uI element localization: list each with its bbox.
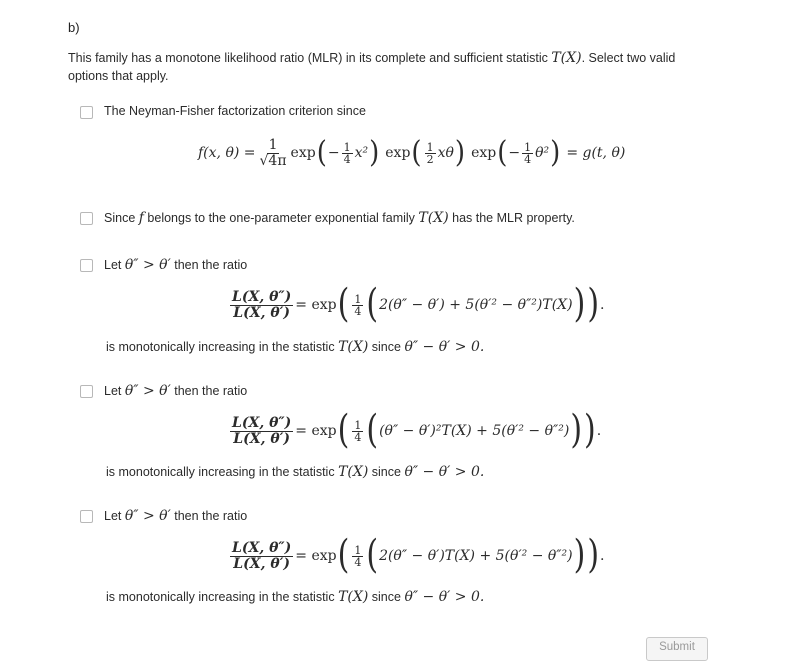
- paren-open: (: [366, 407, 379, 454]
- option-2-f: f: [138, 210, 144, 226]
- conclusion-math: θ″ − θ′ > 0.: [404, 589, 485, 605]
- option-2-text-3: has the MLR property.: [448, 211, 575, 225]
- coef-den: 4: [354, 430, 362, 444]
- formula-lhs: f(x, θ) =: [198, 145, 256, 161]
- option-2-text-1: Since: [104, 211, 139, 225]
- exp1-coef: [342, 142, 353, 165]
- paren-close: ): [573, 281, 586, 328]
- conclusion-since: since: [368, 340, 405, 354]
- exp2-coef: [425, 142, 436, 165]
- exp-word-1: exp: [290, 145, 316, 161]
- option-2-label: [104, 210, 575, 226]
- submit-button[interactable]: Submit: [646, 637, 708, 661]
- option-3-checkbox[interactable]: [80, 259, 93, 272]
- option-3-let: Let: [104, 258, 125, 272]
- paren-close: ): [369, 135, 380, 171]
- coef-frac: [352, 294, 363, 317]
- option-3-formula: [228, 281, 605, 328]
- tail: .: [600, 548, 605, 564]
- option-5-then: then the ratio: [170, 509, 248, 523]
- conclusion-since: since: [368, 590, 405, 604]
- inner-expr: 2(θ″ − θ′) + 5(θ′² − θ″²)T(X): [379, 297, 573, 313]
- exp3-var: θ²: [535, 145, 550, 161]
- formula-rhs: = g(t, θ): [566, 145, 626, 161]
- coef-num: 1: [354, 418, 362, 432]
- intro-text: This family has a monotone likelihood ratio (MLR) in its complete and sufficient statistic: [68, 51, 552, 65]
- conclusion-since: since: [368, 465, 405, 479]
- option-2-checkbox[interactable]: [80, 212, 93, 225]
- eq-exp: = exp: [295, 297, 337, 313]
- option-1-label: The Neyman-Fisher factorization criterion since: [104, 104, 366, 118]
- ratio-num: L(X, θ″): [232, 414, 292, 431]
- ratio-frac: [230, 416, 293, 447]
- option-3-label: [104, 257, 247, 273]
- option-3-then: then the ratio: [170, 258, 248, 272]
- option-5-inequality: θ″ > θ′: [124, 508, 171, 524]
- option-1-checkbox[interactable]: [80, 106, 93, 119]
- coef-num: 1: [354, 292, 362, 306]
- minus-3: −: [508, 145, 521, 161]
- exp3-coef-den: 4: [524, 152, 532, 166]
- conclusion-text: is monotonically increasing in the statistic: [106, 465, 339, 479]
- exp-word-2: exp: [385, 145, 411, 161]
- option-5-conclusion: [106, 589, 484, 605]
- ratio-den: L(X, θ′): [233, 430, 291, 447]
- option-5-let: Let: [104, 509, 125, 523]
- option-4-inequality: θ″ > θ′: [124, 383, 171, 399]
- eq-exp: = exp: [295, 423, 337, 439]
- paren-close: ): [570, 407, 583, 454]
- part-label: b): [68, 20, 80, 35]
- option-5-formula: [228, 532, 605, 579]
- eq-exp: = exp: [295, 548, 337, 564]
- tail: .: [600, 297, 605, 313]
- exp-word-3: exp: [471, 145, 497, 161]
- paren-close: ): [587, 281, 600, 328]
- frac-num: 1: [268, 136, 278, 153]
- ratio-frac: [230, 290, 293, 321]
- option-5-label: [104, 508, 247, 524]
- exp3-coef: [522, 142, 533, 165]
- coef-den: 4: [354, 304, 362, 318]
- exp2-coef-num: 1: [426, 140, 434, 154]
- inner-expr: (θ″ − θ′)²T(X) + 5(θ′² − θ″²): [379, 423, 570, 439]
- paren-open: (: [337, 407, 350, 454]
- paren-open: (: [497, 135, 508, 171]
- option-2-stat: T(X): [418, 210, 449, 226]
- ratio-den: L(X, θ′): [233, 304, 291, 321]
- ratio-num: L(X, θ″): [232, 539, 292, 556]
- conclusion-stat: T(X): [338, 464, 369, 480]
- option-3-inequality: θ″ > θ′: [124, 257, 171, 273]
- paren-open: (: [337, 281, 350, 328]
- option-1-formula: [198, 136, 625, 170]
- inner-expr: 2(θ″ − θ′)T(X) + 5(θ′² − θ″²): [379, 548, 573, 564]
- paren-close: ): [584, 407, 596, 454]
- conclusion-text: is monotonically increasing in the statistic: [106, 590, 339, 604]
- option-2-text-2: belongs to the one-parameter exponential family: [143, 211, 419, 225]
- conclusion-stat: T(X): [338, 589, 369, 605]
- option-4-conclusion: [106, 464, 484, 480]
- ratio-frac: [230, 541, 293, 572]
- exp1-coef-num: 1: [343, 140, 351, 154]
- conclusion-math: θ″ − θ′ > 0.: [404, 339, 485, 355]
- option-4-label: [104, 383, 247, 399]
- formula-frac: [258, 138, 289, 169]
- conclusion-stat: T(X): [338, 339, 369, 355]
- conclusion-math: θ″ − θ′ > 0.: [404, 464, 485, 480]
- paren-open: (: [366, 532, 379, 579]
- ratio-num: L(X, θ″): [232, 288, 292, 305]
- paren-close: ): [587, 532, 600, 579]
- option-4-let: Let: [104, 384, 125, 398]
- conclusion-text: is monotonically increasing in the statistic: [106, 340, 339, 354]
- frac-den: √4π: [259, 152, 287, 169]
- exp3-coef-num: 1: [524, 140, 532, 154]
- coef-frac: [352, 545, 363, 568]
- option-4-checkbox[interactable]: [80, 385, 93, 398]
- coef-den: 4: [354, 555, 362, 569]
- exp1-var: x²: [354, 145, 369, 161]
- coef-frac: [352, 420, 363, 443]
- ratio-den: L(X, θ′): [233, 555, 291, 572]
- intro-statistic: T(X): [551, 50, 582, 66]
- option-4-formula: [228, 407, 602, 454]
- option-5-checkbox[interactable]: [80, 510, 93, 523]
- option-3-conclusion: [106, 339, 484, 355]
- exp2-coef-den: 2: [426, 152, 434, 166]
- option-4-then: then the ratio: [170, 384, 248, 398]
- question-intro: [68, 49, 708, 85]
- paren-close: ): [573, 532, 586, 579]
- tail: .: [596, 423, 602, 439]
- paren-open: (: [366, 281, 379, 328]
- minus-1: −: [327, 145, 340, 161]
- intro-text-end: . Select two valid options that apply.: [68, 51, 676, 83]
- exp2-var: xθ: [437, 145, 454, 161]
- paren-open: (: [337, 532, 350, 579]
- paren-close: ): [550, 135, 561, 171]
- coef-num: 1: [354, 543, 362, 557]
- paren-close: ): [454, 135, 466, 171]
- exp1-coef-den: 4: [343, 152, 351, 166]
- paren-open: (: [411, 135, 422, 171]
- paren-open: (: [316, 135, 327, 171]
